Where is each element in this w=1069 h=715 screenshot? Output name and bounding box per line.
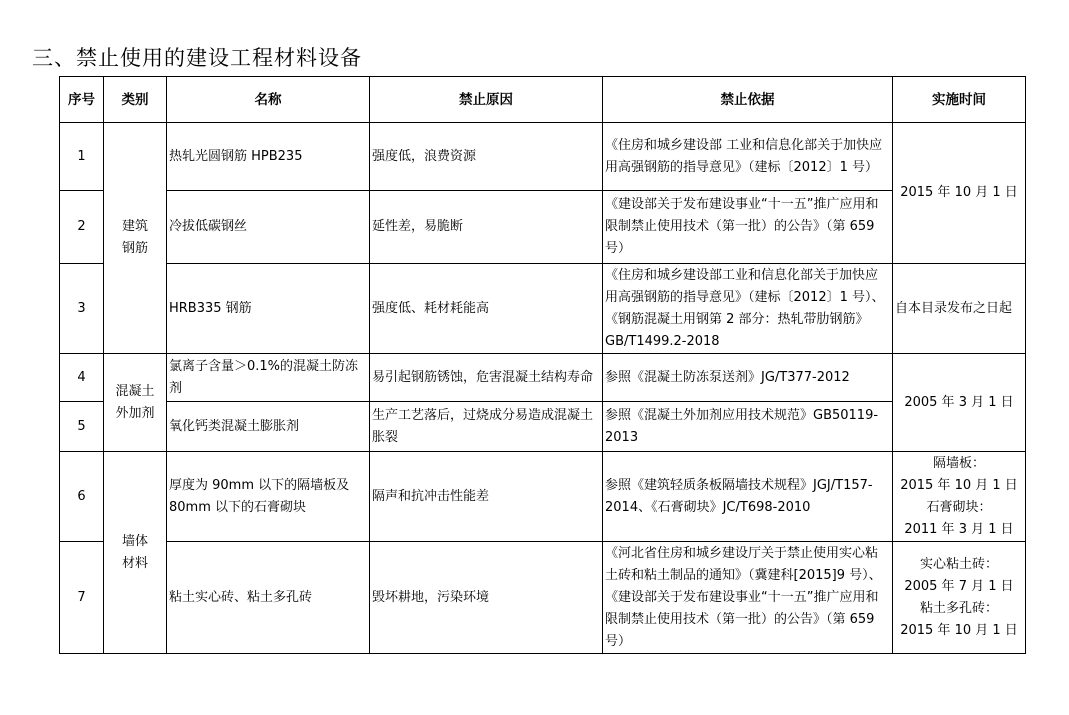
prohibition-basis: 参照《建筑轻质条板隔墙技术规程》JGJ/T157-2014、《石膏砌块》JC/T698-2010 (603, 452, 893, 542)
table-header-row (60, 77, 1026, 123)
table-row (60, 123, 1026, 191)
prohibited-materials-table (59, 76, 1026, 654)
prohibition-basis: 参照《混凝土外加剂应用技术规范》GB50119-2013 (603, 402, 893, 452)
prohibition-reason: 延性差，易脆断 (370, 191, 603, 264)
prohibition-basis: 《河北省住房和城乡建设厅关于禁止使用实心粘土砖和粘土制品的通知》（冀建科[2015]9 号）、《建设部关于发布建设事业“十一五”推广应用和限制禁止使用技术（第一批）的公告》（第 659 号） (603, 542, 893, 654)
material-name: HRB335 钢筋 (167, 264, 370, 354)
prohibition-reason: 强度低、耗材耗能高 (370, 264, 603, 354)
table-row (60, 354, 1026, 402)
prohibition-basis: 《住房和城乡建设部 工业和信息化部关于加快应用高强钢筋的指导意见》（建标〔2012〕1 号） (603, 123, 893, 191)
row-no: 2 (60, 191, 104, 264)
category-cell: 建筑 钢筋 (104, 123, 167, 354)
table-row (60, 264, 1026, 354)
row-no: 7 (60, 542, 104, 654)
prohibition-basis: 《建设部关于发布建设事业“十一五”推广应用和限制禁止使用技术（第一批）的公告》（第 659 号） (603, 191, 893, 264)
material-name: 热轧光圆钢筋 HPB235 (167, 123, 370, 191)
material-name: 厚度为 90mm 以下的隔墙板及 80mm 以下的石膏砌块 (167, 452, 370, 542)
material-name: 冷拔低碳钢丝 (167, 191, 370, 264)
effective-time: 2015 年 10 月 1 日 (893, 123, 1026, 264)
row-no: 6 (60, 452, 104, 542)
table-row (60, 402, 1026, 452)
table-row (60, 191, 1026, 264)
header-reason: 禁止原因 (370, 77, 603, 123)
row-no: 5 (60, 402, 104, 452)
table-row (60, 542, 1026, 654)
prohibition-reason: 易引起钢筋锈蚀，危害混凝土结构寿命 (370, 354, 603, 402)
effective-time: 2005 年 3 月 1 日 (893, 354, 1026, 452)
header-time: 实施时间 (893, 77, 1026, 123)
category-cell: 墙体 材料 (104, 452, 167, 654)
effective-time: 隔墙板： 2015 年 10 月 1 日 石膏砌块： 2011 年 3 月 1 日 (893, 452, 1026, 542)
row-no: 1 (60, 123, 104, 191)
material-name: 粘土实心砖、粘土多孔砖 (167, 542, 370, 654)
material-name: 氯离子含量＞0.1%的混凝土防冻剂 (167, 354, 370, 402)
header-no: 序号 (60, 77, 104, 123)
header-category: 类别 (104, 77, 167, 123)
row-no: 4 (60, 354, 104, 402)
row-no: 3 (60, 264, 104, 354)
header-basis: 禁止依据 (603, 77, 893, 123)
effective-time: 实心粘土砖： 2005 年 7 月 1 日 粘土多孔砖： 2015 年 10 月 1 日 (893, 542, 1026, 654)
table-row (60, 452, 1026, 542)
prohibition-reason: 强度低，浪费资源 (370, 123, 603, 191)
prohibition-basis: 参照《混凝土防冻泵送剂》JG/T377-2012 (603, 354, 893, 402)
prohibition-reason: 毁坏耕地，污染环境 (370, 542, 603, 654)
prohibition-reason: 生产工艺落后，过烧成分易造成混凝土胀裂 (370, 402, 603, 452)
prohibition-basis: 《住房和城乡建设部工业和信息化部关于加快应用高强钢筋的指导意见》（建标〔2012〕1 号）、《钢筋混凝土用钢第 2 部分：热轧带肋钢筋》GB/T1499.2-2018 (603, 264, 893, 354)
header-name: 名称 (167, 77, 370, 123)
effective-time: 自本目录发布之日起 (893, 264, 1026, 354)
page-title: 三、禁止使用的建设工程材料设备 (32, 46, 362, 70)
material-name: 氧化钙类混凝土膨胀剂 (167, 402, 370, 452)
category-cell: 混凝土 外加剂 (104, 354, 167, 452)
prohibition-reason: 隔声和抗冲击性能差 (370, 452, 603, 542)
